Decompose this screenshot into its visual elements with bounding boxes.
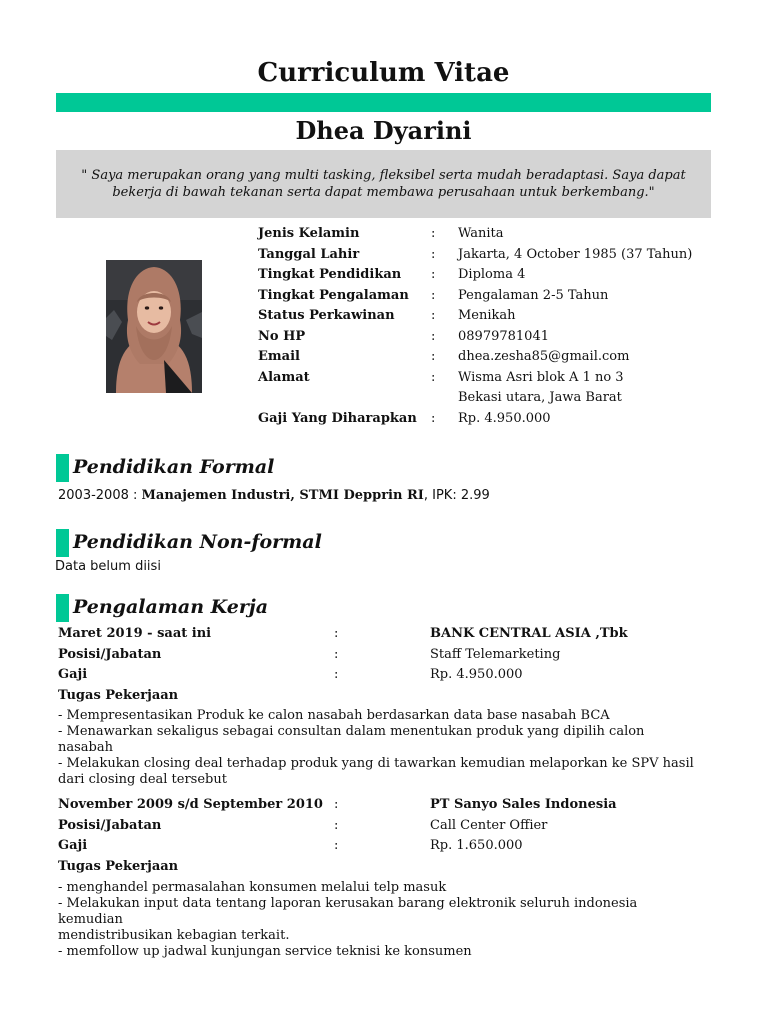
job-colon: : xyxy=(334,838,339,853)
info-value: Menikah xyxy=(458,308,516,323)
section-accent-bar xyxy=(56,529,69,557)
info-value: 08979781041 xyxy=(458,328,549,344)
section-accent-bar xyxy=(56,594,69,622)
info-value: Diploma 4 xyxy=(458,267,526,282)
info-label: Tingkat Pengalaman xyxy=(258,287,409,303)
info-value: Wisma Asri blok A 1 no 3 xyxy=(458,369,624,385)
info-value: dhea.zesha85@gmail.com xyxy=(458,349,630,364)
info-value: Wanita xyxy=(458,226,504,241)
title-accent-bar xyxy=(56,93,711,112)
job-position-label: Posisi/Jabatan xyxy=(58,647,162,662)
section-title: Pengalaman Kerja xyxy=(73,596,269,618)
info-label: Alamat xyxy=(258,369,310,385)
job-duties-label: Tugas Pekerjaan xyxy=(58,859,179,874)
job-period: Maret 2019 - saat ini xyxy=(58,626,212,641)
job-company: PT Sanyo Sales Indonesia xyxy=(430,797,617,812)
job-colon: : xyxy=(334,626,339,641)
job-duties-label: Tugas Pekerjaan xyxy=(58,688,179,703)
summary-box xyxy=(56,150,711,218)
job-salary-label: Gaji xyxy=(58,838,88,853)
job-duty: - Mempresentasikan Produk ke calon nasabah berdasarkan data base nasabah BCA xyxy=(58,708,610,723)
section-accent-bar xyxy=(56,454,69,482)
formal-education-entry xyxy=(58,487,490,504)
candidate-name: Dhea Dyarini xyxy=(295,116,472,145)
info-label: No HP xyxy=(258,328,306,344)
info-value: Jakarta, 4 October 1985 (37 Tahun) xyxy=(458,246,693,262)
education-period: 2003-2008 : xyxy=(58,488,142,503)
job-position: Call Center Offier xyxy=(430,818,548,833)
info-label: Tanggal Lahir xyxy=(258,246,360,262)
job-period: November 2009 s/d September 2010 xyxy=(58,797,323,812)
job-position-label: Posisi/Jabatan xyxy=(58,818,162,833)
info-colon: : xyxy=(431,267,436,282)
job-salary-label: Gaji xyxy=(58,667,88,682)
info-colon: : xyxy=(431,349,436,364)
job-colon: : xyxy=(334,818,339,833)
info-value: Bekasi utara, Jawa Barat xyxy=(458,390,622,405)
education-program: Manajemen Industri, STMI Depprin RI xyxy=(141,488,424,503)
job-duty: - Melakukan input data tentang laporan kerusakan barang elektronik seluruh indonesia kemudian xyxy=(58,896,638,927)
info-label: Gaji Yang Diharapkan xyxy=(258,410,417,426)
job-colon: : xyxy=(334,647,339,662)
info-colon: : xyxy=(431,287,436,303)
job-duty: - menghandel permasalahan konsumen melalui telp masuk xyxy=(58,880,447,895)
info-colon: : xyxy=(431,308,436,323)
job-company: BANK CENTRAL ASIA ,Tbk xyxy=(430,626,628,641)
job-position: Staff Telemarketing xyxy=(430,647,561,662)
summary-text: " Saya merupakan orang yang multi tasking, fleksibel serta mudah beradaptasi. Saya dapat bekerja di bawah tekanan serta dapat membawa perusahaan untuk berkembang." xyxy=(81,168,686,200)
info-colon: : xyxy=(431,226,436,241)
job-colon: : xyxy=(334,667,339,682)
info-label: Tingkat Pendidikan xyxy=(258,267,402,282)
info-label: Status Perkawinan xyxy=(258,308,395,323)
job-duty: - memfollow up jadwal kunjungan service teknisi ke konsumen xyxy=(58,944,472,959)
job-salary: Rp. 1.650.000 xyxy=(430,838,523,853)
info-colon: : xyxy=(431,410,436,426)
info-colon: : xyxy=(431,246,436,262)
info-value: Pengalaman 2-5 Tahun xyxy=(458,287,609,303)
info-label: Jenis Kelamin xyxy=(258,226,360,241)
info-label: Email xyxy=(258,349,300,364)
job-colon: : xyxy=(334,797,339,812)
job-duty: - Menawarkan sekaligus sebagai consultan dalam menentukan produk yang dipilih calon nasabah xyxy=(58,724,645,755)
job-duties-list xyxy=(58,880,703,960)
job-duty: - Melakukan closing deal terhadap produk yang di tawarkan kemudian melaporkan ke SPV hasil xyxy=(58,756,694,771)
nonformal-education-text: Data belum diisi xyxy=(55,559,161,574)
info-colon: : xyxy=(431,369,436,385)
profile-photo-image xyxy=(106,260,202,393)
job-duties-list xyxy=(58,708,703,788)
job-duty: dari closing deal tersebut xyxy=(58,772,227,787)
section-title: Pendidikan Formal xyxy=(73,456,275,478)
info-colon: : xyxy=(431,328,436,344)
job-duty: mendistribusikan kebagian terkait. xyxy=(58,928,290,943)
section-title: Pendidikan Non-formal xyxy=(73,531,322,553)
education-gpa: , IPK: 2.99 xyxy=(423,488,490,503)
info-value: Rp. 4.950.000 xyxy=(458,410,551,426)
job-salary: Rp. 4.950.000 xyxy=(430,667,523,682)
document-title: Curriculum Vitae xyxy=(257,58,510,88)
profile-photo xyxy=(106,260,202,393)
